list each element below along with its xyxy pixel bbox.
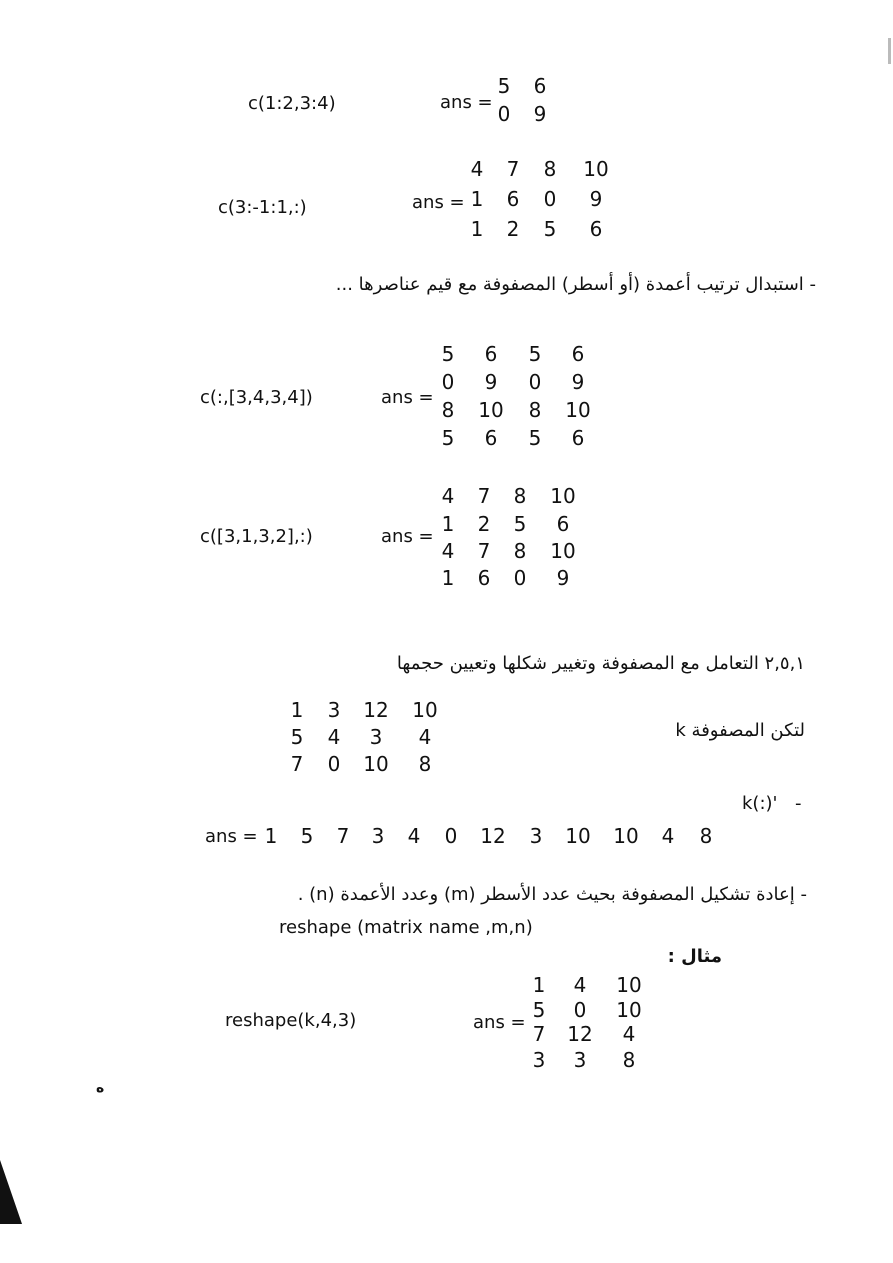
ex2-cell-r3-c4: 6 bbox=[589, 217, 603, 241]
k-cell-r1-c3: 12 bbox=[363, 698, 389, 722]
ro2-cell-r4-c2: 6 bbox=[477, 566, 491, 590]
ex1-cell-r1-c1: 5 bbox=[497, 74, 511, 98]
bullet-reorder-columns: - استبدال ترتيب أعمدة (أو أسطر) المصفوفة مع قيم عناصرها ... bbox=[335, 274, 816, 295]
scan-edge-mark bbox=[888, 38, 891, 64]
colon-result-value-6: 0 bbox=[444, 824, 458, 848]
ex2-cell-r2-c2: 6 bbox=[506, 187, 520, 211]
k-cell-r2-c4: 4 bbox=[418, 725, 432, 749]
k-cell-r1-c4: 10 bbox=[412, 698, 438, 722]
ro2-cell-r3-c4: 10 bbox=[550, 539, 576, 563]
rs-cell-r4-c1: 3 bbox=[532, 1048, 546, 1072]
ro1-cell-r1-c1: 5 bbox=[441, 342, 455, 366]
example-label: مثال : bbox=[667, 946, 722, 967]
ro1-cell-r1-c4: 6 bbox=[571, 342, 585, 366]
colon-result-value-9: 10 bbox=[565, 824, 591, 848]
rs-cell-r3-c1: 7 bbox=[532, 1022, 546, 1046]
ro2-cell-r1-c1: 4 bbox=[441, 484, 455, 508]
rs-cell-r3-c3: 4 bbox=[622, 1022, 636, 1046]
k-cell-r1-c1: 1 bbox=[290, 698, 304, 722]
ro1-cell-r1-c3: 5 bbox=[528, 342, 542, 366]
colon-dash: - bbox=[795, 793, 802, 814]
ro2-cell-r2-c2: 2 bbox=[477, 512, 491, 536]
colon-result-value-5: 4 bbox=[407, 824, 421, 848]
colon-result-value-1: 1 bbox=[264, 824, 278, 848]
colon-result-value-10: 10 bbox=[613, 824, 639, 848]
ex2-cell-r3-c3: 5 bbox=[543, 217, 557, 241]
colon-result-value-7: 12 bbox=[480, 824, 506, 848]
command-example-2: c(3:-1:1,:) bbox=[218, 197, 307, 218]
rs-cell-r1-c2: 4 bbox=[573, 973, 587, 997]
rs-cell-r2-c1: 5 bbox=[532, 998, 546, 1022]
rs-cell-r1-c1: 1 bbox=[532, 973, 546, 997]
ro1-cell-r4-c2: 6 bbox=[484, 426, 498, 450]
scan-corner-mark bbox=[0, 1160, 22, 1224]
ro2-cell-r4-c1: 1 bbox=[441, 566, 455, 590]
rs-cell-r1-c3: 10 bbox=[616, 973, 642, 997]
ans-label-5: ans = bbox=[205, 826, 258, 847]
ro2-cell-r4-c3: 0 bbox=[513, 566, 527, 590]
rs-cell-r4-c2: 3 bbox=[573, 1048, 587, 1072]
colon-result-value-2: 5 bbox=[300, 824, 314, 848]
ex2-cell-r3-c2: 2 bbox=[506, 217, 520, 241]
k-cell-r2-c3: 3 bbox=[369, 725, 383, 749]
k-cell-r1-c2: 3 bbox=[327, 698, 341, 722]
ex1-cell-r1-c2: 6 bbox=[533, 74, 547, 98]
ro2-cell-r2-c3: 5 bbox=[513, 512, 527, 536]
ex2-cell-r1-c4: 10 bbox=[583, 157, 609, 181]
ro2-cell-r4-c4: 9 bbox=[556, 566, 570, 590]
ro2-cell-r3-c2: 7 bbox=[477, 539, 491, 563]
command-reorder-2: c([3,1,3,2],:) bbox=[200, 526, 313, 547]
ro1-cell-r3-c1: 8 bbox=[441, 398, 455, 422]
ro1-cell-r2-c3: 0 bbox=[528, 370, 542, 394]
ex2-cell-r2-c1: 1 bbox=[470, 187, 484, 211]
reshape-syntax: reshape (matrix name ,m,n) bbox=[279, 917, 533, 938]
colon-result-value-3: 7 bbox=[336, 824, 350, 848]
k-cell-r3-c1: 7 bbox=[290, 752, 304, 776]
rs-cell-r2-c3: 10 bbox=[616, 998, 642, 1022]
ro1-cell-r3-c3: 8 bbox=[528, 398, 542, 422]
ro2-cell-r2-c4: 6 bbox=[556, 512, 570, 536]
ro1-cell-r3-c2: 10 bbox=[478, 398, 504, 422]
ans-label-6: ans = bbox=[473, 1012, 526, 1033]
colon-result-value-8: 3 bbox=[529, 824, 543, 848]
ans-label-4: ans = bbox=[381, 526, 434, 547]
ans-label-2: ans = bbox=[412, 192, 465, 213]
colon-result-value-11: 4 bbox=[661, 824, 675, 848]
ro1-cell-r4-c3: 5 bbox=[528, 426, 542, 450]
rs-cell-r4-c3: 8 bbox=[622, 1048, 636, 1072]
matrix-k-label: لتكن المصفوفة k bbox=[675, 720, 805, 741]
ex1-cell-r2-c2: 9 bbox=[533, 102, 547, 126]
ex2-cell-r1-c3: 8 bbox=[543, 157, 557, 181]
ans-label-1: ans = bbox=[440, 92, 493, 113]
ro2-cell-r2-c1: 1 bbox=[441, 512, 455, 536]
ex1-cell-r2-c1: 0 bbox=[497, 102, 511, 126]
ro2-cell-r1-c3: 8 bbox=[513, 484, 527, 508]
ro1-cell-r1-c2: 6 bbox=[484, 342, 498, 366]
ro1-cell-r2-c4: 9 bbox=[571, 370, 585, 394]
rs-cell-r3-c2: 12 bbox=[567, 1022, 593, 1046]
ans-label-3: ans = bbox=[381, 387, 434, 408]
colon-result-value-12: 8 bbox=[699, 824, 713, 848]
ex2-cell-r2-c4: 9 bbox=[589, 187, 603, 211]
bullet-reshape: - إعادة تشكيل المصفوفة بحيث عدد الأسطر (m) وعدد الأعمدة (n) . bbox=[297, 884, 807, 905]
ro2-cell-r1-c2: 7 bbox=[477, 484, 491, 508]
k-cell-r3-c4: 8 bbox=[418, 752, 432, 776]
command-reorder-1: c(:,[3,4,3,4]) bbox=[200, 387, 313, 408]
ex2-cell-r2-c3: 0 bbox=[543, 187, 557, 211]
k-cell-r2-c1: 5 bbox=[290, 725, 304, 749]
ro1-cell-r2-c2: 9 bbox=[484, 370, 498, 394]
reshape-command: reshape(k,4,3) bbox=[225, 1010, 357, 1031]
ro1-cell-r3-c4: 10 bbox=[565, 398, 591, 422]
ro2-cell-r3-c3: 8 bbox=[513, 539, 527, 563]
ex2-cell-r3-c1: 1 bbox=[470, 217, 484, 241]
ex2-cell-r1-c1: 4 bbox=[470, 157, 484, 181]
k-cell-r3-c3: 10 bbox=[363, 752, 389, 776]
ex2-cell-r1-c2: 7 bbox=[506, 157, 520, 181]
colon-command: k(:)' bbox=[742, 793, 778, 814]
ro2-cell-r3-c1: 4 bbox=[441, 539, 455, 563]
rs-cell-r2-c2: 0 bbox=[573, 998, 587, 1022]
ro1-cell-r2-c1: 0 bbox=[441, 370, 455, 394]
command-example-1: c(1:2,3:4) bbox=[248, 93, 336, 114]
k-cell-r3-c2: 0 bbox=[327, 752, 341, 776]
k-cell-r2-c2: 4 bbox=[327, 725, 341, 749]
ro1-cell-r4-c1: 5 bbox=[441, 426, 455, 450]
ro1-cell-r4-c4: 6 bbox=[571, 426, 585, 450]
page-number: ه bbox=[96, 1080, 105, 1096]
ro2-cell-r1-c4: 10 bbox=[550, 484, 576, 508]
colon-result-value-4: 3 bbox=[371, 824, 385, 848]
section-heading: ٢,٥,١ التعامل مع المصفوفة وتغيير شكلها وتعيين حجمها bbox=[396, 653, 805, 674]
